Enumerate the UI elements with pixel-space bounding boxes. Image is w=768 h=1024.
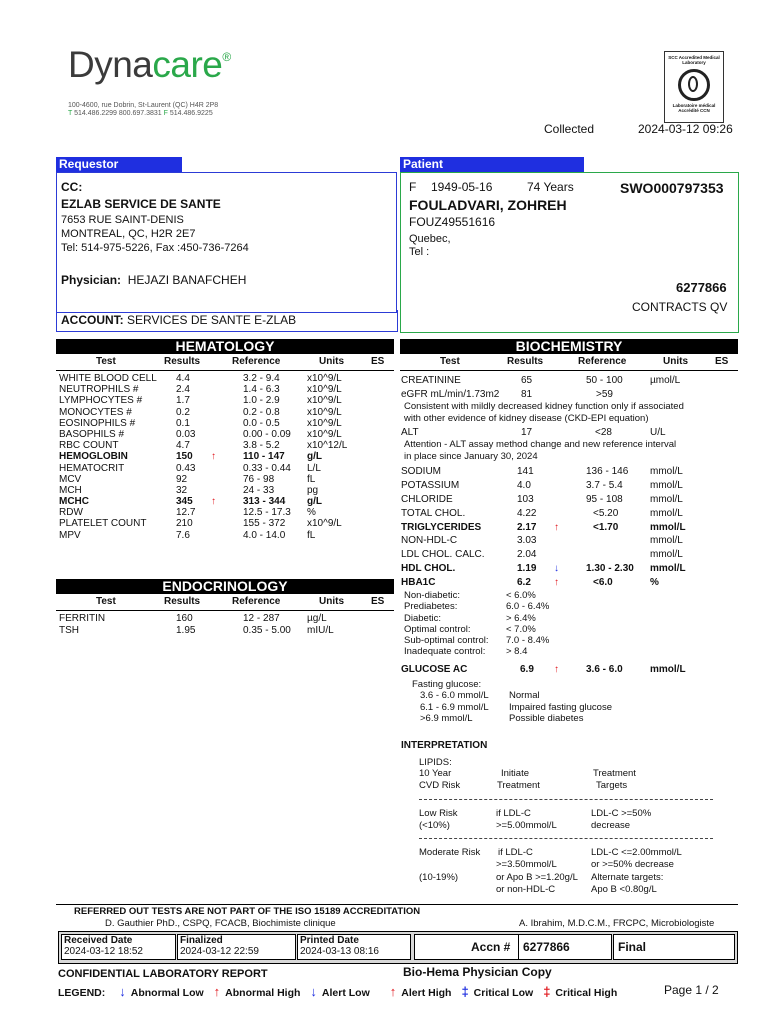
test-reference: 3.2 - 9.4 — [243, 373, 280, 384]
interp-cell: decrease — [591, 820, 631, 831]
hba1c-note — [404, 646, 704, 657]
accession-box: Accn # 6277866 — [414, 934, 612, 960]
lab-address: 100-4600, rue Dobrin, St-Laurent (QC) H4R 2P8 T 514.486.2299 800.697.3831 F 514.486.9225 — [68, 102, 219, 117]
interp-header: Treatment — [593, 768, 636, 779]
note-value: 7.0 - 8.4% — [506, 635, 550, 647]
legend-item-label: Abnormal High — [225, 987, 301, 999]
test-units: % — [650, 577, 659, 589]
table-row — [56, 625, 394, 637]
test-result: 92 — [176, 473, 188, 485]
interp-cell: Low Risk — [419, 808, 458, 819]
company-logo: Dynacare® — [68, 44, 231, 85]
test-result: 141 — [517, 466, 534, 477]
hematology-divider — [56, 370, 394, 371]
patient-sex: F — [409, 180, 417, 194]
test-units: mmol/L — [650, 507, 683, 519]
test-reference: 0.0 - 0.5 — [243, 417, 280, 429]
hematology-title: HEMATOLOGY — [56, 339, 394, 354]
interp-cell: or non-HDL-C — [496, 884, 556, 895]
test-result: 1.19 — [517, 563, 537, 575]
note-label: Non-diabetic: — [404, 590, 460, 601]
signature-biochemist: D. Gauthier PhD., CSPQ, FCACB, Biochimiste clinique — [105, 918, 336, 929]
endocrinology-title: ENDOCRINOLOGY — [56, 579, 394, 594]
table-row — [401, 479, 737, 493]
requestor-cc: CC: — [61, 180, 83, 194]
abnormal-high-icon: ↑ — [211, 496, 216, 508]
hematology-table — [56, 373, 394, 541]
endocrinology-table — [56, 613, 394, 637]
patient-contract: CONTRACTS QV — [632, 300, 728, 314]
test-name: RDW — [59, 507, 83, 519]
table-row — [56, 463, 394, 474]
test-name: EOSINOPHILS # — [59, 417, 136, 429]
test-result: 0.43 — [176, 462, 196, 474]
test-result: 2.04 — [517, 549, 537, 561]
accreditation-seal: SCC Accredited Medical Laboratory Laboratoire médical Accrédité CCN — [664, 51, 724, 123]
test-units: fL — [307, 529, 316, 541]
note-label: Sub-optimal control: — [404, 635, 489, 647]
finalized-box: Finalized 2024-03-12 22:59 — [177, 934, 296, 960]
note-value: > 6.4% — [506, 612, 536, 624]
table-row — [56, 373, 394, 384]
note-value: 6.0 - 6.4% — [506, 601, 550, 613]
patient-number: 6277866 — [676, 280, 727, 295]
requestor-name: EZLAB SERVICE DE SANTE — [61, 197, 221, 211]
test-units: mmol/L — [650, 521, 686, 533]
test-units: mmol/L — [650, 493, 683, 505]
hba1c-notes — [404, 590, 704, 658]
interp-header: Initiate — [501, 768, 529, 779]
test-result: 0.1 — [176, 417, 190, 429]
requestor-city: MONTREAL, QC, H2R 2E7 — [61, 228, 196, 240]
received-box: Received Date 2024-03-12 18:52 — [61, 934, 176, 960]
note-meaning: Impaired fasting glucose — [509, 701, 612, 713]
test-result: 160 — [176, 613, 193, 624]
legend-item-label: Abnormal Low — [130, 987, 204, 999]
note-meaning: Normal — [509, 690, 540, 701]
test-units: mmol/L — [650, 535, 683, 547]
critical-low-icon: ‡ — [461, 984, 469, 999]
table-row — [401, 507, 737, 521]
test-units: x10^12/L — [307, 440, 348, 452]
test-name: CHLORIDE — [401, 493, 453, 505]
test-reference: 313 - 344 — [243, 496, 286, 508]
test-reference: 3.8 - 5.2 — [243, 440, 280, 452]
test-result: 345 — [176, 496, 193, 508]
test-result: 6.2 — [517, 577, 531, 589]
table-row — [56, 418, 394, 429]
glucose-note — [420, 690, 720, 702]
interp-cell: (<10%) — [419, 820, 450, 831]
note-value: > 8.4 — [506, 646, 528, 658]
test-result: 0.2 — [176, 406, 190, 418]
patient-province: Quebec, — [409, 233, 451, 245]
test-name: POTASSIUM — [401, 479, 460, 491]
hba1c-note — [404, 624, 704, 635]
patient-name: FOULADVARI, ZOHREH — [409, 197, 567, 213]
collected-label: Collected — [544, 122, 595, 136]
test-units: L/L — [307, 462, 321, 474]
test-name: HDL CHOL. — [401, 563, 456, 575]
biochemistry-divider — [400, 370, 738, 371]
interp-header: 10 Year — [419, 768, 452, 779]
test-reference: 95 - 108 — [586, 493, 623, 505]
test-reference: 1.30 - 2.30 — [586, 563, 634, 575]
test-result: 4.22 — [517, 507, 537, 519]
test-reference: <5.20 — [593, 507, 619, 519]
test-result: 7.6 — [176, 529, 190, 541]
test-units: x10^9/L — [307, 518, 342, 530]
table-row — [401, 521, 737, 535]
test-result: 0.03 — [176, 428, 196, 440]
test-result: 2.17 — [517, 521, 537, 533]
test-reference: <1.70 — [593, 521, 619, 533]
test-name: LYMPHOCYTES # — [59, 395, 143, 407]
test-name: MONOCYTES # — [59, 406, 132, 418]
test-name: WHITE BLOOD CELL — [59, 373, 157, 384]
test-units: mmol/L — [650, 466, 683, 477]
egfr-note: Consistent with mildly decreased kidney function only if associated — [404, 401, 684, 412]
interp-header: CVD Risk — [419, 780, 461, 791]
test-reference: 12.5 - 17.3 — [243, 507, 291, 519]
requestor-street: 7653 RUE SAINT-DENIS — [61, 214, 184, 226]
patient-header: Patient — [400, 157, 584, 172]
note-range: 6.1 - 6.9 mmol/L — [420, 701, 489, 713]
interp-cell: or >=50% decrease — [591, 859, 674, 870]
test-name: PLATELET COUNT — [59, 518, 147, 530]
test-units: x10^9/L — [307, 417, 342, 429]
test-units: x10^9/L — [307, 406, 342, 418]
interp-cell: or Apo B >=1.20g/L — [496, 872, 578, 883]
test-result: 150 — [176, 451, 193, 463]
test-reference: 136 - 146 — [586, 466, 629, 477]
note-label: Optimal control: — [404, 623, 471, 635]
interpretation-title: INTERPRETATION — [401, 740, 488, 751]
patient-dob: 1949-05-16 — [431, 180, 493, 194]
table-row: CREATININE 65 50 - 100 µmol/L — [401, 375, 681, 386]
hematology-column-headers: Test Results Reference Units ES — [96, 356, 385, 367]
interp-cell: Alternate targets: — [591, 872, 664, 883]
legend — [58, 984, 627, 998]
interp-divider — [419, 799, 713, 800]
test-reference: 0.2 - 0.8 — [243, 406, 280, 418]
table-row — [401, 576, 737, 590]
interp-header: Treatment — [497, 780, 540, 791]
note-label: Inadequate control: — [404, 646, 486, 658]
requestor-tel: Tel: 514-975-5226, Fax :450-736-7264 — [61, 242, 249, 254]
table-row — [56, 384, 394, 395]
alt-note: in place since January 30, 2024 — [404, 451, 538, 462]
test-result: 1.7 — [176, 395, 190, 407]
account: ACCOUNT: SERVICES DE SANTE E-ZLAB — [61, 313, 297, 327]
table-row — [56, 530, 394, 541]
test-name: MCHC — [59, 496, 89, 508]
test-units: x10^9/L — [307, 428, 342, 440]
table-row — [56, 485, 394, 496]
lipids-label: LIPIDS: — [419, 757, 452, 768]
endocrinology-column-headers: Test Results Reference Units ES — [96, 596, 385, 607]
glucose-note — [420, 702, 720, 714]
seal-emblem-icon — [678, 69, 710, 101]
interp-cell: LDL-C <=2.00mmol/L — [591, 847, 682, 858]
table-row — [56, 613, 394, 625]
note-label: Prediabetes: — [404, 601, 458, 613]
table-row — [56, 474, 394, 485]
test-reference: 24 - 33 — [243, 484, 275, 496]
legend-item-label: Critical Low — [473, 987, 534, 999]
test-units: x10^9/L — [307, 373, 342, 384]
glucose-note — [420, 713, 720, 725]
test-units: x10^9/L — [307, 384, 342, 396]
abnormal-high-icon: ↑ — [554, 577, 559, 589]
table-row — [56, 496, 394, 507]
interp-cell: >=5.00mmol/L — [496, 820, 557, 831]
footer-divider — [56, 904, 738, 905]
test-result: 3.03 — [517, 535, 537, 547]
status-box — [613, 934, 735, 960]
table-row — [56, 451, 394, 462]
legend-item-label: Alert High — [401, 987, 452, 999]
test-name: BASOPHILS # — [59, 428, 125, 440]
note-value: < 6.0% — [506, 590, 536, 601]
interp-cell: (10-19%) — [419, 872, 459, 883]
test-name: HBA1C — [401, 577, 436, 589]
test-units: g/L — [307, 451, 322, 463]
interp-cell: >=3.50mmol/L — [496, 859, 557, 870]
legend-label: LEGEND: — [58, 987, 106, 999]
note-range: 3.6 - 6.0 mmol/L — [420, 690, 489, 701]
table-row: GLUCOSE AC 6.9 ↑ 3.6 - 6.0 mmol/L — [401, 664, 686, 675]
test-result: 103 — [517, 493, 534, 505]
test-reference: 110 - 147 — [243, 451, 285, 463]
test-result: 4.0 — [517, 479, 531, 491]
test-name: HEMATOCRIT — [59, 462, 125, 474]
test-name: HEMOGLOBIN — [59, 451, 128, 463]
patient-tel: Tel : — [409, 246, 430, 258]
test-reference: 0.35 - 5.00 — [243, 625, 291, 636]
table-row — [56, 518, 394, 529]
note-label: Diabetic: — [404, 612, 441, 624]
table-row — [56, 429, 394, 440]
patient-id: SWO000797353 — [620, 180, 724, 196]
abnormal-high-icon: ↑ — [213, 984, 221, 999]
test-name: SODIUM — [401, 466, 441, 477]
test-units: x10^9/L — [307, 395, 342, 407]
hba1c-note — [404, 613, 704, 624]
interp-cell: if LDL-C — [496, 808, 531, 819]
biochemistry-title: BIOCHEMISTRY — [400, 339, 738, 354]
test-units: % — [307, 507, 316, 519]
abnormal-low-icon: ↓ — [554, 563, 559, 575]
hba1c-note — [404, 590, 704, 601]
test-name: NEUTROPHILS # — [59, 384, 139, 396]
status-badge: Final — [618, 940, 647, 954]
test-reference: <6.0 — [593, 577, 613, 589]
table-row — [401, 465, 737, 479]
interp-header: Targets — [596, 780, 628, 791]
test-units: g/L — [307, 496, 322, 508]
test-reference: 12 - 287 — [243, 613, 280, 624]
referred-notice: REFERRED OUT TESTS ARE NOT PART OF THE ISO 15189 ACCREDITATION — [74, 906, 421, 917]
table-row — [56, 407, 394, 418]
table-row — [401, 548, 737, 562]
biochemistry-column-headers: Test Results Reference Units ES — [440, 356, 729, 367]
printed-box: Printed Date 2024-03-13 08:16 — [297, 934, 411, 960]
test-result: 1.95 — [176, 625, 196, 636]
endocrinology-divider — [56, 610, 394, 611]
test-reference: 0.33 - 0.44 — [243, 462, 291, 474]
table-row — [56, 440, 394, 451]
table-row: eGFR mL/min/1.73m2 81 >59 — [401, 389, 613, 400]
collected-value: 2024-03-12 09:26 — [638, 122, 733, 136]
test-units: mIU/L — [307, 625, 334, 636]
test-result: 4.7 — [176, 440, 190, 452]
test-name: MPV — [59, 529, 81, 541]
note-meaning: Possible diabetes — [509, 713, 584, 724]
legend-item-label: Alert Low — [321, 987, 370, 999]
test-name: MCH — [59, 484, 82, 496]
abnormal-high-icon: ↑ — [554, 521, 559, 533]
test-units: mmol/L — [650, 479, 683, 491]
note-range: >6.9 mmol/L — [420, 713, 473, 724]
requestor-header: Requestor — [56, 157, 182, 172]
test-units: fL — [307, 473, 316, 485]
test-result: 12.7 — [176, 507, 196, 519]
test-reference: 3.7 - 5.4 — [586, 479, 623, 491]
signature-microbiologist: A. Ibrahim, M.D.C.M., FRCPC, Microbiologiste — [519, 918, 715, 929]
alert-low-icon: ↓ — [310, 984, 317, 999]
test-name: TOTAL CHOL. — [401, 507, 466, 519]
abnormal-high-icon: ↑ — [211, 451, 216, 463]
test-result: 32 — [176, 484, 188, 496]
critical-high-icon: ‡ — [543, 984, 551, 999]
test-reference: 155 - 372 — [243, 518, 286, 530]
patient-ramq: FOUZ49551616 — [409, 215, 496, 229]
table-row — [401, 534, 737, 548]
test-name: RBC COUNT — [59, 440, 119, 452]
test-result: 210 — [176, 518, 193, 530]
glucose-notes — [420, 690, 720, 725]
alt-note: Attention - ALT assay method change and new reference interval — [404, 439, 677, 450]
test-name: TSH — [59, 625, 79, 636]
hba1c-note — [404, 635, 704, 646]
test-reference: 1.0 - 2.9 — [243, 395, 280, 407]
interp-cell: LDL-C >=50% — [591, 808, 652, 819]
note-value: < 7.0% — [506, 623, 536, 635]
test-units: mmol/L — [650, 563, 686, 575]
page-number: Page 1 / 2 — [664, 983, 719, 997]
test-name: MCV — [59, 473, 82, 485]
physician: Physician: HEJAZI BANAFCHEH — [61, 273, 247, 287]
table-row — [56, 507, 394, 518]
legend-item-label: Critical High — [555, 987, 618, 999]
abnormal-low-icon: ↓ — [119, 984, 126, 999]
glucose-note-title: Fasting glucose: — [412, 679, 482, 690]
test-name: TRIGLYCERIDES — [401, 521, 482, 533]
interp-divider — [419, 838, 713, 839]
test-reference: 4.0 - 14.0 — [243, 529, 286, 541]
test-units: µg/L — [307, 613, 327, 624]
test-reference: 1.4 - 6.3 — [243, 384, 280, 396]
test-reference: 76 - 98 — [243, 473, 275, 485]
test-name: NON-HDL-C — [401, 535, 458, 547]
test-result: 2.4 — [176, 384, 190, 396]
table-row — [56, 395, 394, 406]
confidential-label: CONFIDENTIAL LABORATORY REPORT — [58, 968, 268, 980]
interp-cell: if LDL-C — [498, 847, 533, 858]
test-result: 4.4 — [176, 373, 190, 384]
interp-cell: Apo B <0.80g/L — [591, 884, 657, 895]
abnormal-high-icon: ↑ — [554, 664, 559, 675]
test-units: mmol/L — [650, 549, 683, 561]
alert-high-icon: ↑ — [389, 984, 397, 999]
patient-age: 74 Years — [527, 180, 574, 194]
biochemistry-table — [401, 465, 737, 590]
interp-cell: Moderate Risk — [419, 847, 481, 858]
test-reference: 0.00 - 0.09 — [243, 428, 291, 440]
egfr-note: with other evidence of kidney disease (CKD-EPI equation) — [404, 413, 649, 424]
table-row: ALT 17 <28 U/L — [401, 427, 666, 438]
test-name: FERRITIN — [59, 613, 106, 624]
hba1c-note — [404, 601, 704, 612]
test-units: pg — [307, 484, 319, 496]
test-name: LDL CHOL. CALC. — [401, 549, 485, 561]
table-row — [401, 562, 737, 576]
copy-label: Bio-Hema Physician Copy — [403, 965, 552, 979]
table-row — [401, 493, 737, 507]
